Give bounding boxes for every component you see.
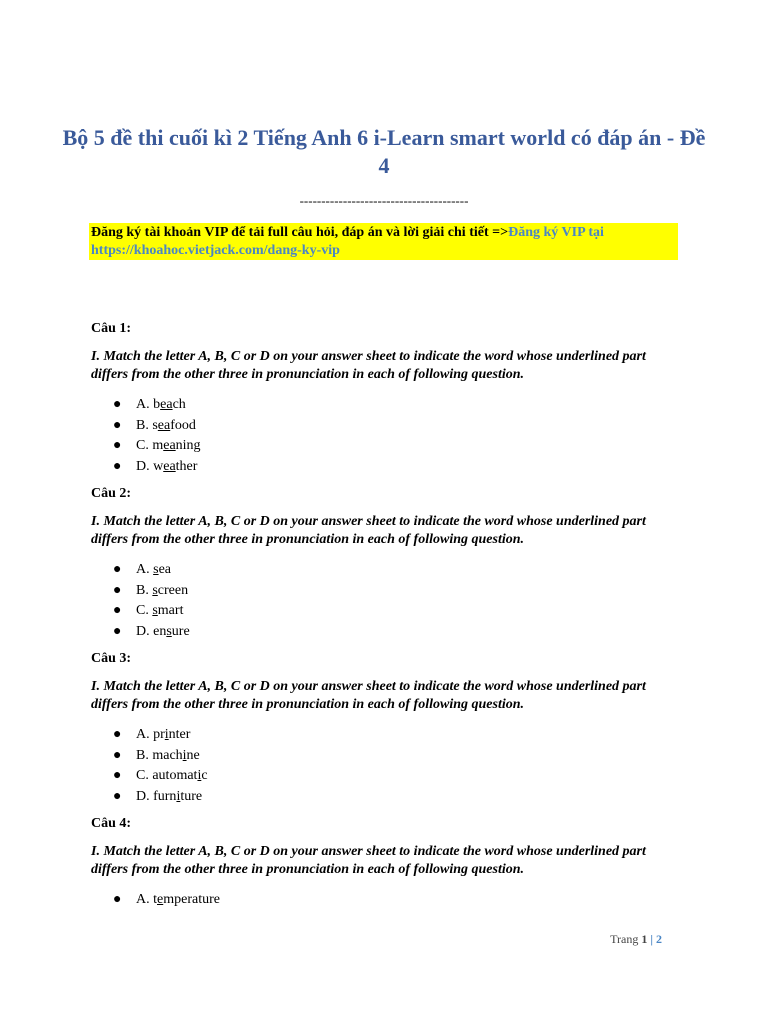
option-d: ● D. weather — [91, 457, 681, 478]
page-footer — [610, 931, 662, 947]
bullet-icon: ● — [113, 788, 122, 804]
question-instruction: I. Match the letter A, B, C or D on your answer sheet to indicate the word whose underlined part differs from the other three in pronunciation in each of following question. — [91, 514, 646, 547]
question-4 — [91, 815, 681, 911]
option-list — [91, 560, 681, 642]
document-title: Bộ 5 đề thi cuối kì 2 Tiếng Anh 6 i-Learn smart world có đáp án - Đề 4 — [62, 125, 706, 178]
bullet-icon: ● — [113, 892, 122, 907]
page-total: 2 — [656, 932, 662, 946]
question-instruction: I. Match the letter A, B, C or D on your answer sheet to indicate the word whose underlined part differs from the other three in pronunciation in each of following question. — [91, 679, 646, 712]
vip-banner-text: Đăng ký tài khoản VIP để tải full câu hỏi, đáp án và lời giải chi tiết => — [91, 225, 509, 240]
question-label: Câu 4: — [91, 816, 132, 831]
question-instruction: I. Match the letter A, B, C or D on your answer sheet to indicate the word whose underlined part differs from the other three in pronunciation in each of following question. — [91, 349, 646, 382]
option-a: ● A. temperature — [91, 890, 681, 911]
option-d: ● D. ensure — [91, 622, 681, 643]
option-a: ● A. printer — [91, 725, 681, 746]
option-c: ● C. smart — [91, 601, 681, 622]
option-d: ● D. furniture — [91, 787, 681, 808]
option-b: ● B. machine — [91, 746, 681, 767]
page-separator: | — [650, 932, 653, 946]
bullet-icon: ● — [113, 417, 122, 433]
option-a: ● A. beach — [91, 395, 681, 416]
question-3 — [91, 650, 681, 807]
page-label: Trang — [610, 932, 639, 946]
question-instruction: I. Match the letter A, B, C or D on your answer sheet to indicate the word whose underlined part differs from the other three in pronunciation in each of following question. — [91, 844, 646, 877]
bullet-icon: ● — [113, 747, 122, 763]
bullet-icon: ● — [113, 623, 122, 639]
option-c: ● C. automatic — [91, 766, 681, 787]
question-label: Câu 1: — [91, 321, 132, 336]
bullet-icon: ● — [113, 562, 122, 577]
bullet-icon: ● — [113, 397, 122, 412]
bullet-icon: ● — [113, 582, 122, 598]
option-list — [91, 725, 681, 807]
vip-banner — [89, 223, 678, 260]
option-c: ● C. meaning — [91, 436, 681, 457]
question-1 — [91, 320, 681, 477]
option-list — [91, 395, 681, 477]
bullet-icon: ● — [113, 768, 122, 783]
bullet-icon: ● — [113, 727, 122, 742]
question-label: Câu 3: — [91, 651, 132, 666]
page-current: 1 — [641, 932, 648, 946]
title-separator: --------------------------------------- — [299, 193, 469, 208]
question-label: Câu 2: — [91, 486, 132, 501]
option-b: ● B. seafood — [91, 416, 681, 437]
bullet-icon: ● — [113, 603, 122, 618]
vip-link[interactable]: Đăng ký VIP tại https://khoahoc.vietjack.com/dang-ky-vip — [91, 225, 604, 258]
question-2 — [91, 485, 681, 642]
questions-container — [91, 320, 681, 919]
bullet-icon: ● — [113, 458, 122, 474]
option-a: ● A. sea — [91, 560, 681, 581]
option-b: ● B. screen — [91, 581, 681, 602]
option-list — [91, 890, 681, 911]
bullet-icon: ● — [113, 438, 122, 453]
